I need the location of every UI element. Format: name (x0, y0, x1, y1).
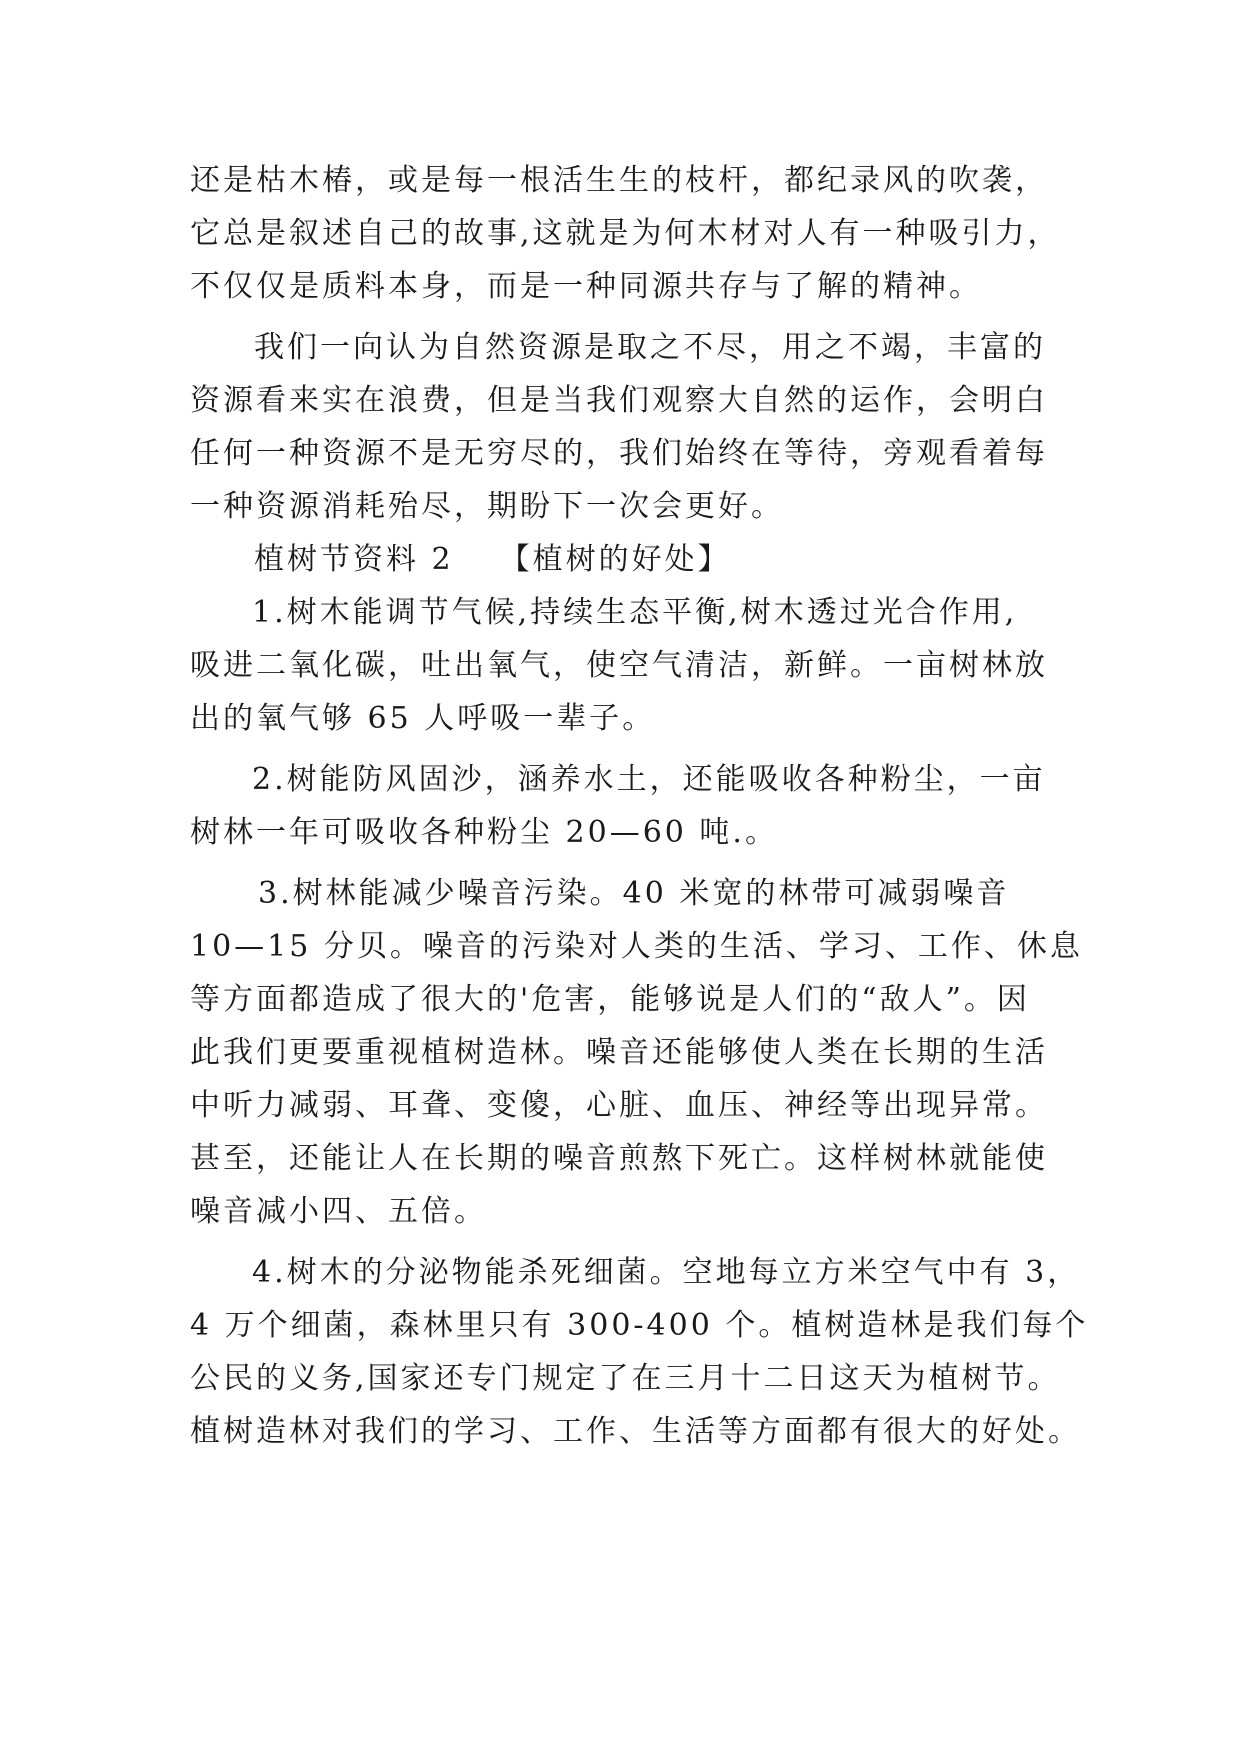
text-line: 3.树林能减少噪音污染。40 米宽的林带可减弱噪音 (258, 876, 1010, 911)
text-line: 甚至，还能让人在长期的噪音煎熬下死亡。这样树林就能使 (190, 1141, 1048, 1176)
text-line: 我们一向认为自然资源是取之不尽，用之不竭，丰富的 (254, 330, 1046, 365)
paragraph-benefit-3 (190, 875, 1083, 1246)
text-line: 10—15 分贝。噪音的污染对人类的生活、学习、工作、休息 (190, 929, 1083, 964)
paragraph-natural-resources (190, 329, 1070, 541)
paragraph-benefit-4 (190, 1254, 1089, 1466)
text-line: 4 万个细菌，森林里只有 300-400 个。植树造林是我们每个 (190, 1308, 1089, 1343)
text-line: 树林一年可吸收各种粉尘 20—60 吨.。 (190, 815, 778, 850)
section-heading (190, 541, 1070, 594)
text-line: 吸进二氧化碳，吐出氧气，使空气清洁，新鲜。一亩树林放 (190, 648, 1048, 683)
text-line: 4.树木的分泌物能杀死细菌。空地每立方米空气中有 3， (252, 1255, 1081, 1290)
text-line: 它总是叙述自己的故事,这就是为何木材对人有一种吸引力， (190, 216, 1061, 251)
section-title: 植树节资料 2 (254, 542, 454, 577)
text-line: 等方面都造成了很大的'危害，能够说是人们的“敌人”。因 (190, 982, 1030, 1017)
text-line: 不仅仅是质料本身，而是一种同源共存与了解的精神。 (190, 269, 982, 304)
text-line: 1.树木能调节气候,持续生态平衡,树木透过光合作用, (252, 595, 1018, 630)
text-line: 资源看来实在浪费，但是当我们观察大自然的运作，会明白 (190, 383, 1048, 418)
text-line: 2.树能防风固沙，涵养水土，还能吸收各种粉尘，一亩 (252, 762, 1046, 797)
text-line: 任何一种资源不是无穷尽的，我们始终在等待，旁观看着每 (190, 436, 1048, 471)
text-line: 出的氧气够 65 人呼吸一辈子。 (190, 701, 656, 736)
document-body (190, 162, 1089, 1466)
text-line: 公民的义务,国家还专门规定了在三月十二日这天为植树节。 (190, 1361, 1061, 1396)
paragraph-wood-story (190, 162, 1070, 321)
text-line: 此我们更要重视植树造林。噪音还能够使人类在长期的生活 (190, 1035, 1048, 1070)
text-line: 中听力减弱、耳聋、变傻，心脏、血压、神经等出现异常。 (190, 1088, 1048, 1123)
paragraph-benefit-2 (190, 761, 1070, 867)
text-line: 一种资源消耗殆尽，期盼下一次会更好。 (190, 489, 784, 524)
text-line: 植树造林对我们的学习、工作、生活等方面都有很大的好处。 (190, 1414, 1081, 1449)
section-subtitle: 【植树的好处】 (499, 542, 731, 577)
paragraph-benefit-1 (190, 594, 1070, 753)
text-line: 还是枯木椿，或是每一根活生生的枝杆，都纪录风的吹袭， (190, 163, 1048, 198)
text-line: 噪音减小四、五倍。 (190, 1194, 487, 1229)
